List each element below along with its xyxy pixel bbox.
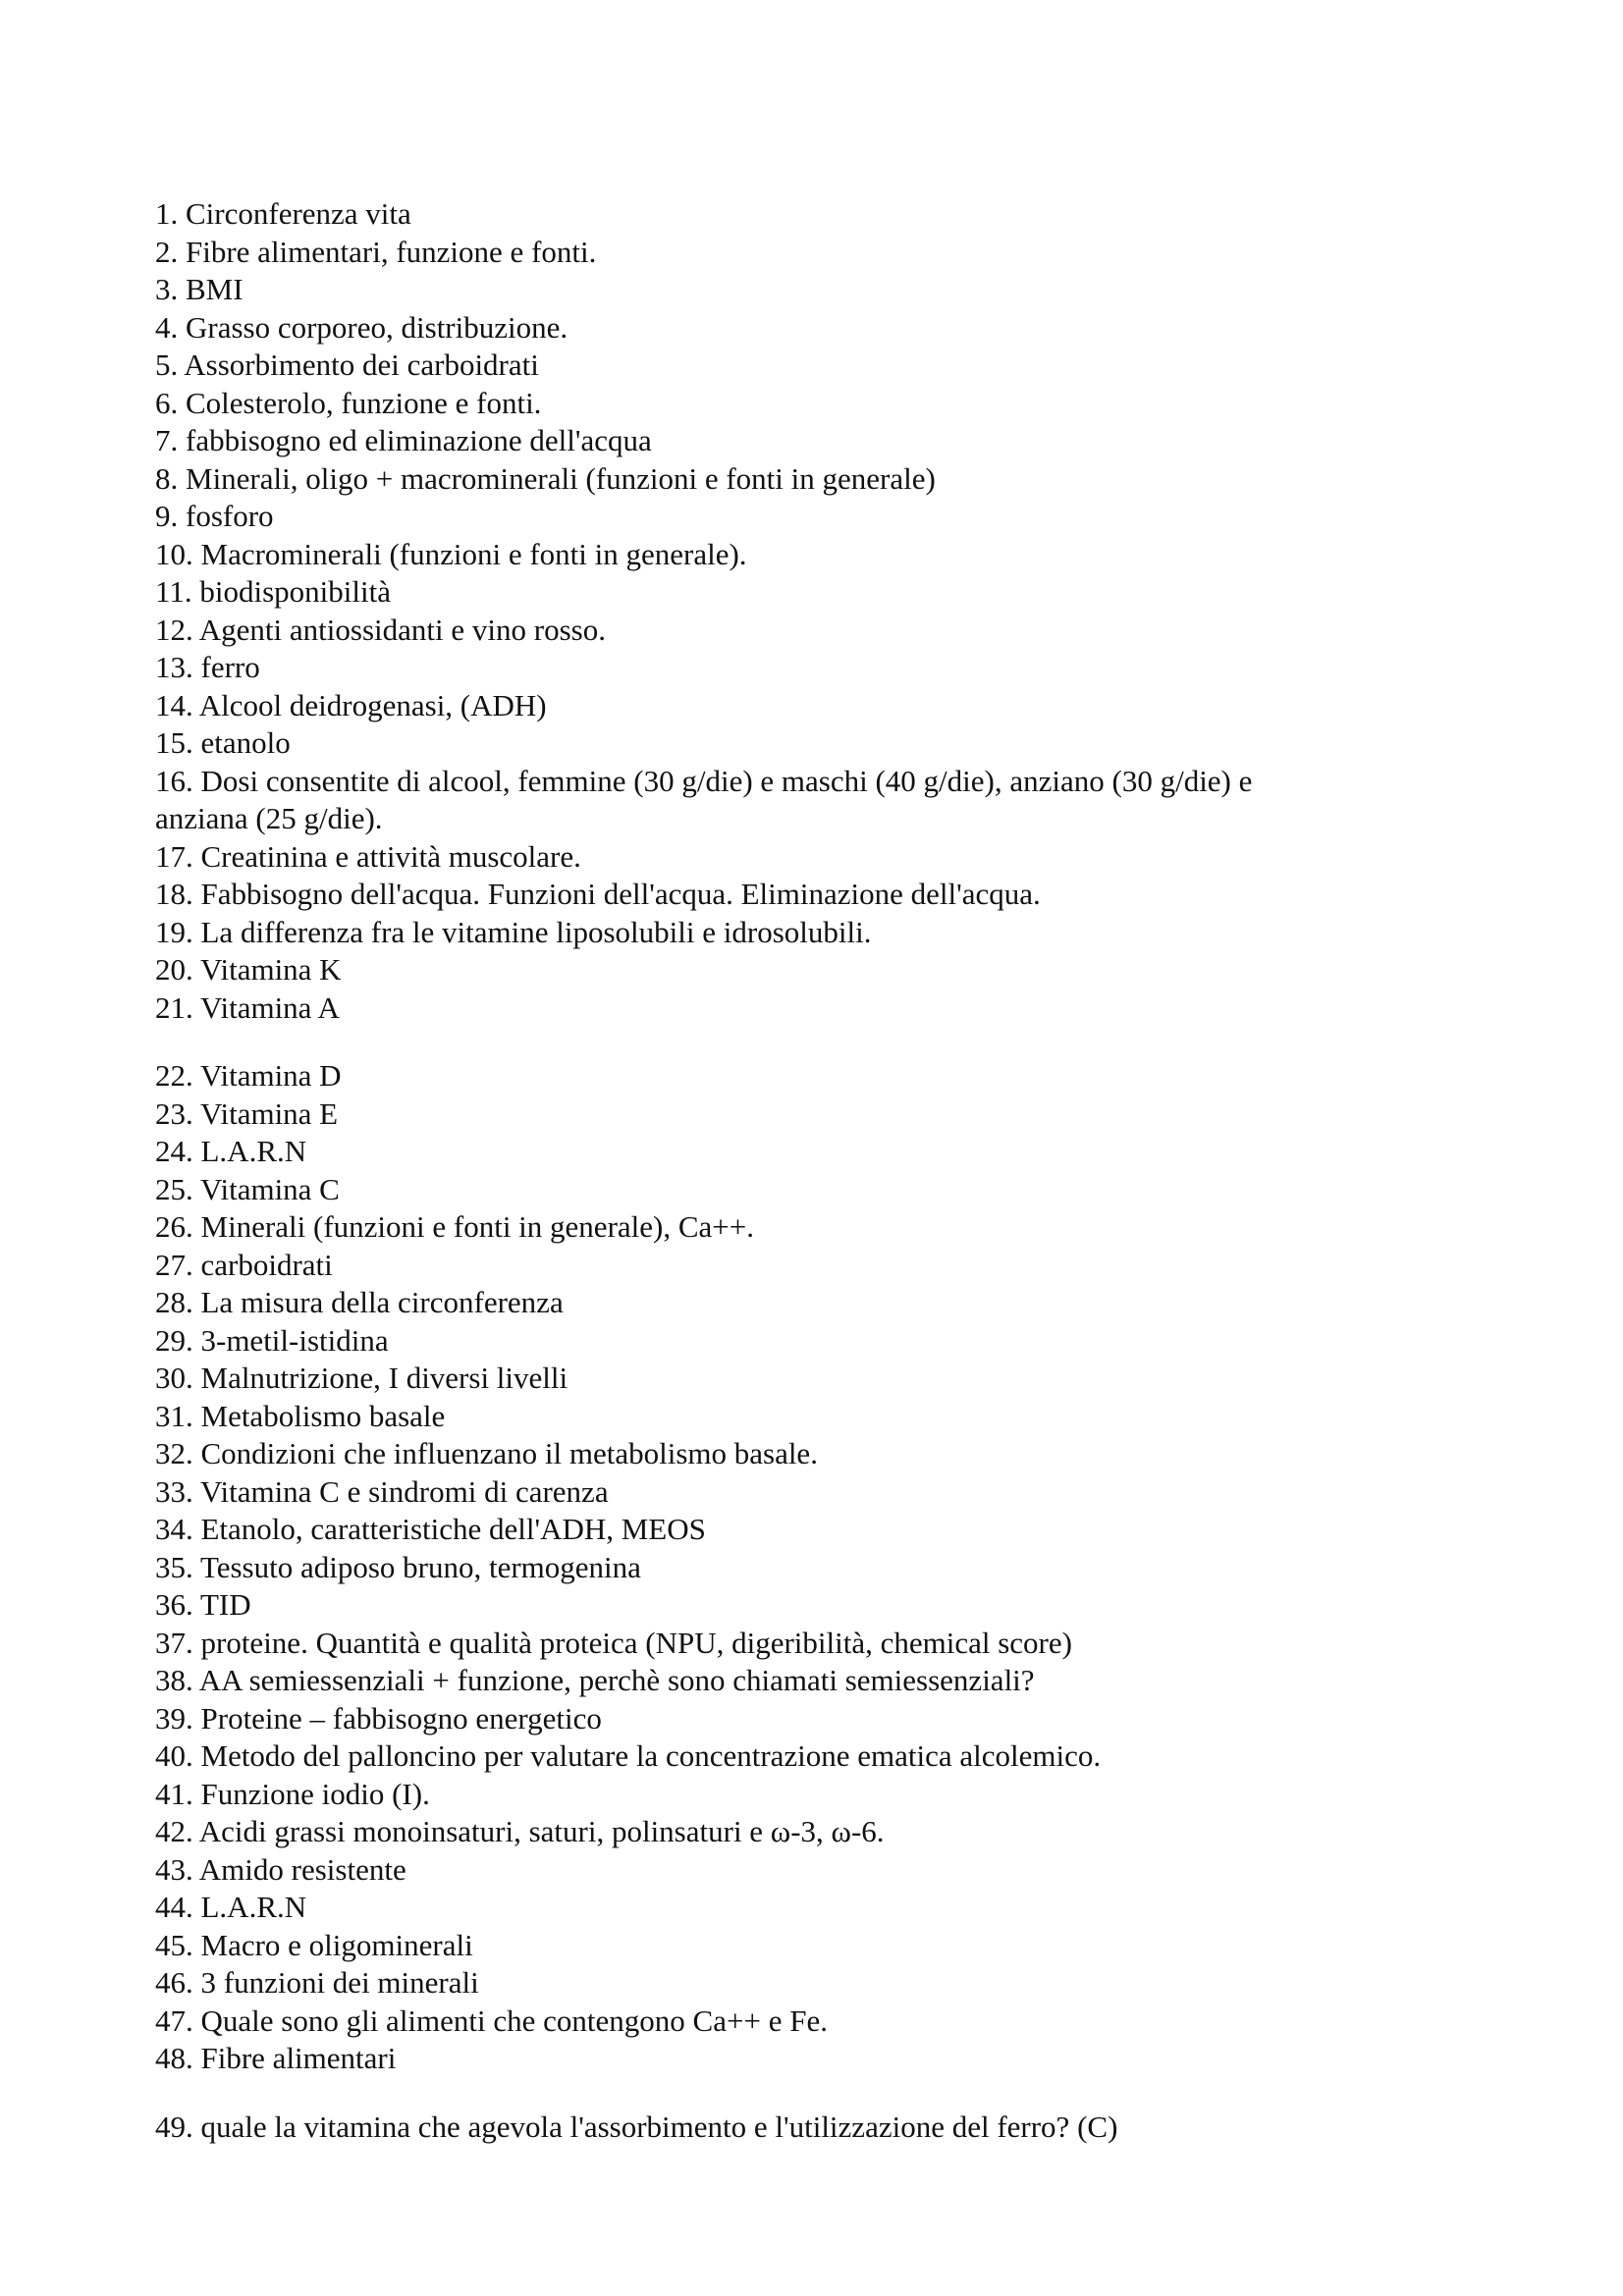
list-item: 13. ferro [155, 650, 260, 684]
list-item: 47. Quale sono gli alimenti che contengono Ca++ e Fe. [155, 2002, 828, 2038]
list-item: 32. Condizioni che influenzano il metabolismo basale. [155, 1436, 818, 1470]
list-item: 14. Alcool deidrogenasi, (ADH) [155, 687, 547, 722]
list-item: 41. Funzione iodio (I). [155, 1776, 430, 1811]
list-item: 43. Amido resistente [155, 1851, 406, 1887]
list-item: 26. Minerali (funzioni e fonti in generale), Ca++. [155, 1209, 754, 1244]
list-item: 37. proteine. Quantità e qualità proteica (NPU, digeribilità, chemical score) [155, 1625, 1072, 1660]
list-item: 20. Vitamina K [155, 952, 342, 987]
list-item: 21. Vitamina A [155, 989, 340, 1025]
list-item: 24. L.A.R.N [155, 1134, 307, 1168]
list-item: 7. fabbisogno ed eliminazione dell'acqua [155, 423, 652, 457]
list-item: 2. Fibre alimentari, funzione e fonti. [155, 234, 597, 269]
list-item: 46. 3 funzioni dei minerali [155, 1965, 479, 2000]
list-item: 34. Etanolo, caratteristiche dell'ADH, MEOS [155, 1512, 706, 1546]
list-item: 22. Vitamina D [155, 1058, 342, 1093]
list-item: 10. Macrominerali (funzioni e fonti in generale). [155, 536, 747, 571]
list-item: 27. carboidrati [155, 1247, 333, 1282]
list-item: 25. Vitamina C [155, 1171, 340, 1206]
list-item: 12. Agenti antiossidanti e vino rosso. [155, 612, 606, 647]
list-item: 39. Proteine – fabbisogno energetico [155, 1700, 602, 1735]
list-item: 40. Metodo del palloncino per valutare la concentrazione ematica alcolemico. [155, 1738, 1102, 1773]
list-item: 19. La differenza fra le vitamine liposolubili e idrosolubili. [155, 914, 872, 949]
topic-list [155, 195, 1530, 2146]
list-item: 45. Macro e oligominerali [155, 1927, 473, 1962]
list-item: 15. etanolo [155, 725, 291, 760]
list-item: 42. Acidi grassi monoinsaturi, saturi, polinsaturi e ω-3, ω-6. [155, 1814, 885, 1848]
list-item: 8. Minerali, oligo + macrominerali (funzioni e fonti in generale) [155, 460, 936, 496]
list-item: 5. Assorbimento dei carboidrati [155, 347, 539, 382]
list-item: 16. Dosi consentite di alcool, femmine (30 g/die) e maschi (40 g/die), anziano (30 g/die) e anziana (25 g/die). [155, 763, 1253, 835]
list-item: 30. Malnutrizione, I diversi livelli [155, 1361, 568, 1395]
list-item: 48. Fibre alimentari [155, 2041, 397, 2075]
list-item: 18. Fabbisogno dell'acqua. Funzioni dell'acqua. Eliminazione dell'acqua. [155, 877, 1041, 911]
list-item: 9. fosforo [155, 499, 274, 533]
list-item: 28. La misura della circonferenza [155, 1285, 564, 1319]
list-item: 17. Creatinina e attività muscolare. [155, 838, 581, 874]
list-item: 1. Circonferenza vita [155, 196, 411, 231]
list-item: 6. Colesterolo, funzione e fonti. [155, 385, 542, 420]
list-item: 29. 3-metil-istidina [155, 1322, 389, 1358]
list-item: 38. AA semiessenziali + funzione, perchè sono chiamati semiessenziali? [155, 1663, 1035, 1697]
list-item: 33. Vitamina C e sindromi di carenza [155, 1473, 609, 1509]
list-item: 4. Grasso corporeo, distribuzione. [155, 309, 568, 345]
list-item: 35. Tessuto adiposo bruno, termogenina [155, 1549, 641, 1584]
list-item: 36. TID [155, 1587, 251, 1622]
list-item: 49. quale la vitamina che agevola l'assorbimento e l'utilizzazione del ferro? (C) [155, 2109, 1118, 2144]
list-item: 11. biodisponibilità [155, 574, 391, 609]
list-item: 31. Metabolismo basale [155, 1398, 446, 1433]
list-item: 3. BMI [155, 272, 243, 306]
list-item: 23. Vitamina E [155, 1095, 339, 1131]
list-item: 44. L.A.R.N [155, 1890, 307, 1924]
